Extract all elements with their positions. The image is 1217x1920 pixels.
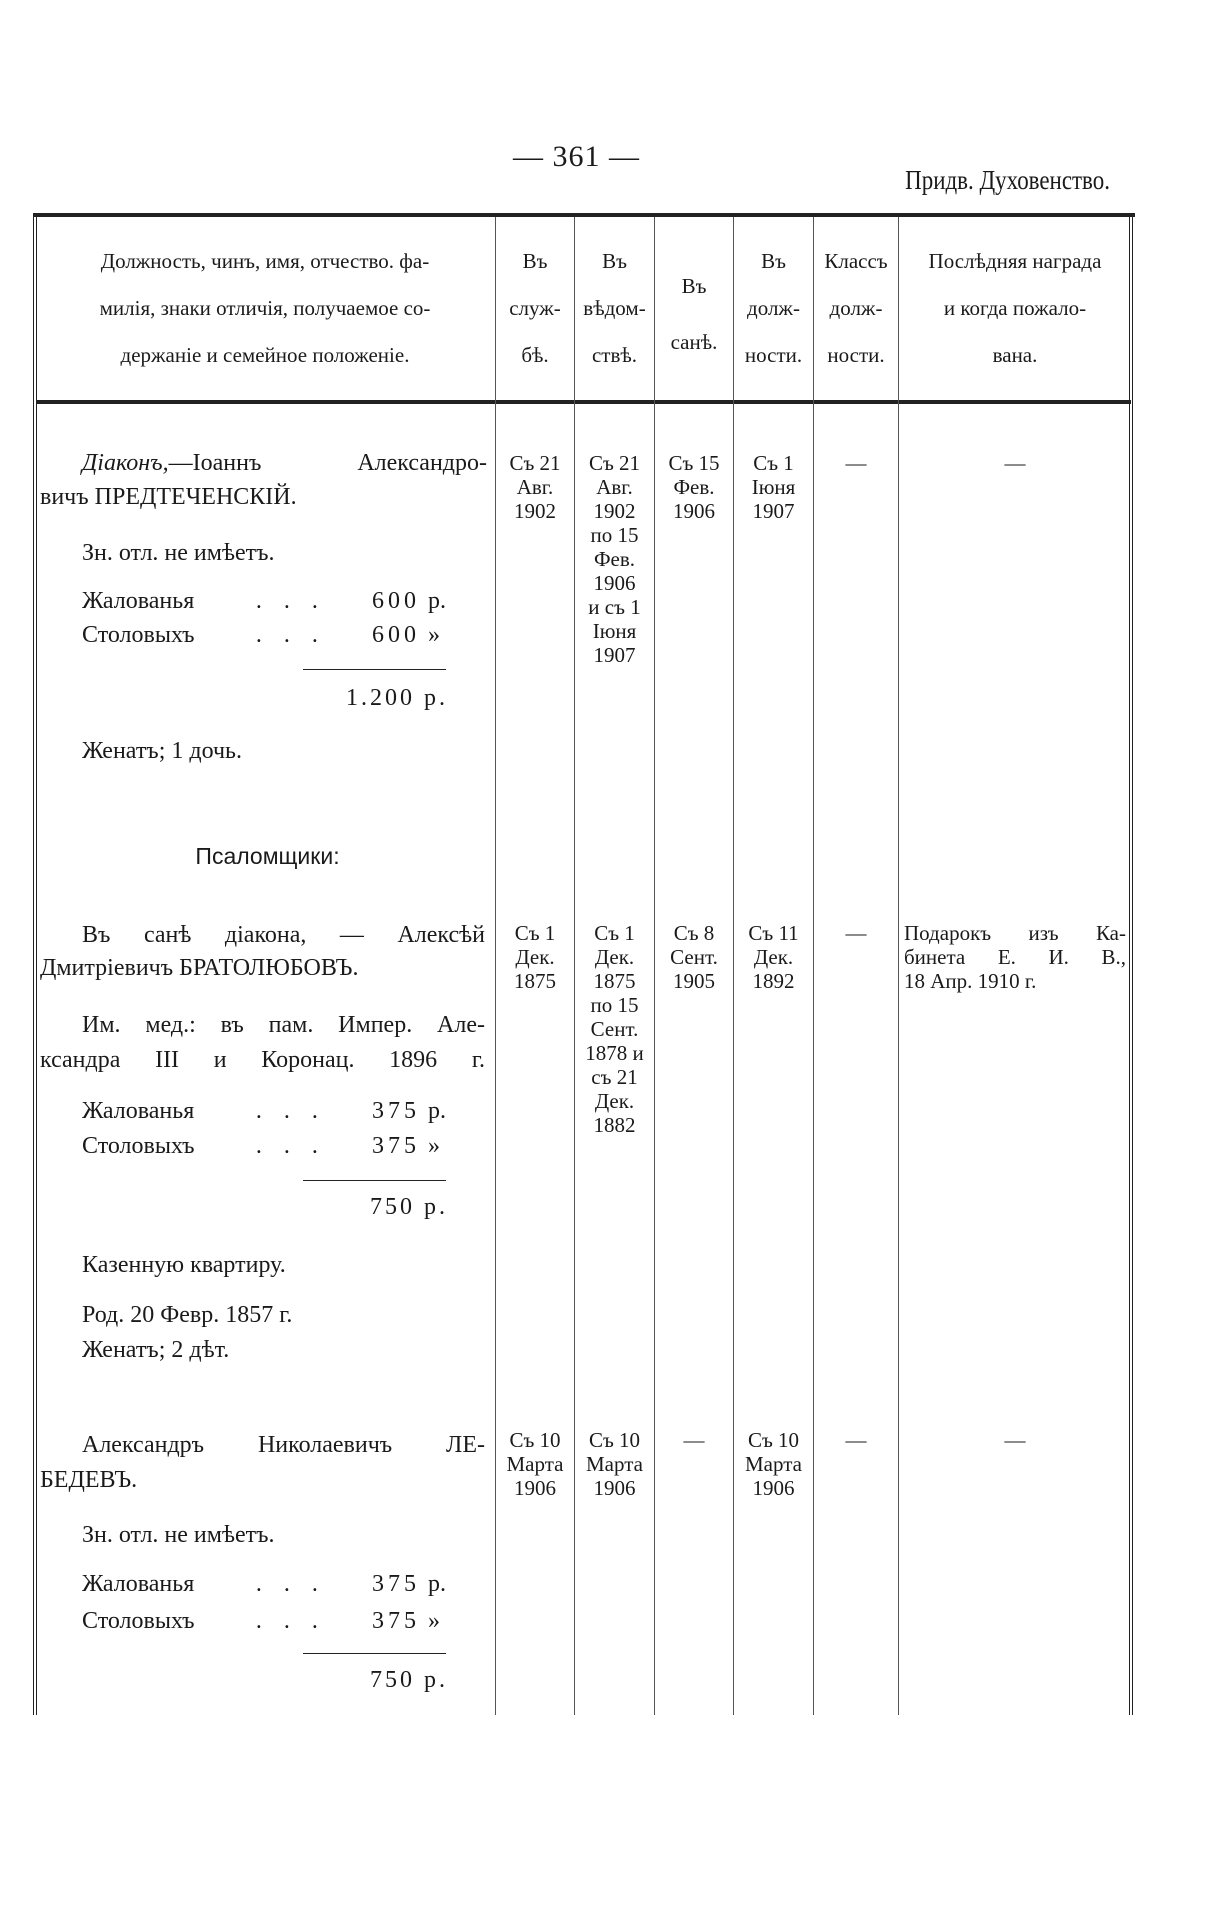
position-date (734, 1428, 813, 1500)
date-line: Съ 11 (748, 921, 799, 945)
date-line: Съ 10 (747, 1428, 800, 1452)
table-top-rule (33, 213, 1135, 217)
date-line: 1905 (673, 969, 715, 993)
header-line: ности. (744, 343, 803, 367)
class-value: — (845, 921, 867, 945)
table-money-amount: 375 (372, 1133, 421, 1159)
salary-row (82, 588, 457, 615)
entry-note: Род. 20 Февр. 1857 г. (82, 1302, 293, 1328)
date-line: 1875 (593, 969, 636, 993)
header-line: долж- (747, 296, 800, 320)
service-date (496, 921, 574, 993)
salary-row (82, 1098, 457, 1125)
date-line: Съ 1 (594, 921, 635, 945)
position-date (734, 921, 813, 993)
date-line: Съ 1 (514, 921, 556, 945)
table-money-row (82, 1608, 457, 1635)
position-date (734, 451, 813, 523)
date-line: по 15 (590, 523, 639, 547)
entry-note: Казенную квартиру. (82, 1252, 286, 1278)
running-head: Придв. Духовенство. (905, 165, 1110, 195)
leader-dots: . . . (255, 1608, 326, 1634)
total-amount: 1.200 р. (346, 685, 448, 711)
date-line: 1882 (593, 1113, 636, 1137)
header-line: Въ (522, 249, 548, 273)
salary-unit: р. (428, 1098, 447, 1124)
entry-name-line1: Александръ Николаевичъ ЛЕ- (82, 1432, 485, 1458)
header-class (814, 238, 898, 379)
date-line: 1906 (673, 499, 715, 523)
award-line: 18 Апр. 1910 г. (904, 969, 1037, 993)
header-line: вана. (992, 343, 1038, 367)
date-line: 1906 (752, 1476, 795, 1500)
date-line: 1907 (752, 499, 795, 523)
salary-amount: 375 (372, 1571, 421, 1597)
header-line: служ- (509, 296, 561, 320)
salary-label: Жалованья (82, 1571, 195, 1597)
service-date (496, 451, 574, 523)
date-line: по 15 (590, 993, 639, 1017)
date-line: Марта (506, 1452, 564, 1476)
date-line: Іюня (751, 475, 796, 499)
date-line: Съ 1 (753, 451, 794, 475)
date-line: 1878 и (585, 1041, 644, 1065)
table-money-label: Столовыхъ (82, 622, 195, 648)
header-line: вѣдом- (583, 296, 646, 320)
date-line: Съ 21 (509, 451, 561, 475)
date-line: Съ 21 (588, 451, 641, 475)
entry-note: Женатъ; 2 дѣт. (82, 1337, 230, 1363)
salary-amount: 375 (372, 1098, 421, 1124)
rank-date: — (683, 1428, 705, 1452)
class-value: — (845, 1428, 867, 1452)
service-date (496, 1428, 574, 1500)
date-line: Фев. (593, 547, 636, 571)
header-award (899, 238, 1131, 379)
sum-rule (303, 1653, 446, 1654)
header-position (734, 238, 813, 379)
header-line: санѣ. (670, 330, 718, 354)
column-divider (813, 217, 814, 1715)
leader-dots: . . . (255, 1571, 326, 1597)
sum-rule (303, 1180, 446, 1181)
salary-unit: р. (428, 588, 447, 614)
award-value (904, 921, 1126, 993)
date-line: Съ 15 (668, 451, 720, 475)
table-money-unit: » (428, 1608, 441, 1634)
entry-name-line2: вичъ ПРЕДТЕЧЕНСКІЙ. (40, 484, 297, 510)
leader-dots: . . . (255, 1098, 326, 1124)
award-line: Подарокъ изъ Ка- (904, 921, 1126, 945)
table-money-unit: » (428, 1133, 441, 1159)
header-service (496, 238, 574, 379)
date-line: Съ 8 (673, 921, 715, 945)
entry-distinctions: Им. мед.: въ пам. Импер. Але- (82, 1012, 485, 1038)
salary-label: Жалованья (82, 1098, 195, 1124)
date-line: Авг. (596, 475, 633, 499)
department-date (575, 451, 654, 667)
header-line: ствѣ. (591, 343, 638, 367)
table-money-amount: 375 (372, 1608, 421, 1634)
award-value: — (1004, 451, 1026, 475)
header-line: бѣ. (521, 343, 549, 367)
table-money-unit: » (428, 622, 441, 648)
date-line: Сент. (670, 945, 718, 969)
entry-note: Женатъ; 1 дочь. (82, 738, 242, 764)
salary-amount: 600 (372, 588, 421, 614)
date-line: Іюня (592, 619, 637, 643)
class-value: — (845, 451, 867, 475)
header-line: Въ (761, 249, 786, 273)
table-header-rule (37, 400, 1131, 404)
department-date (575, 1428, 654, 1500)
entry-name: —Іоаннъ Александро- (168, 450, 487, 476)
entry-name-line1: Въ санѣ діакона, — Алексѣй (82, 922, 485, 948)
entry-name-line1 (82, 446, 487, 480)
date-line: Сент. (590, 1017, 639, 1041)
header-line: Классъ (824, 249, 888, 273)
entry-name-line2: Дмитріевичъ БРАТОЛЮБОВЪ. (40, 955, 359, 981)
entry-distinctions: ксандра III и Коронац. 1896 г. (40, 1047, 485, 1073)
date-line: Фев. (673, 475, 715, 499)
date-line: 1875 (514, 969, 556, 993)
entry-name-line2: БЕДЕВЪ. (40, 1467, 138, 1493)
date-line: 1906 (593, 1476, 636, 1500)
date-line: Авг. (516, 475, 554, 499)
header-line: ности. (827, 343, 885, 367)
section-heading: Псаломщики: (195, 843, 340, 869)
date-line: Съ 10 (509, 1428, 561, 1452)
date-line: 1907 (593, 643, 636, 667)
header-line: Въ (602, 249, 627, 273)
salary-label: Жалованья (82, 588, 195, 614)
header-line: долж- (829, 296, 883, 320)
date-line: 1892 (752, 969, 795, 993)
total-amount: 750 р. (370, 1667, 448, 1693)
sum-rule (303, 669, 446, 670)
table-money-amount: 600 (372, 622, 421, 648)
table-money-label: Столовыхъ (82, 1133, 195, 1159)
rank-date (655, 451, 733, 523)
date-line: 1906 (514, 1476, 556, 1500)
leader-dots: . . . (255, 588, 326, 614)
award-value: — (1004, 1428, 1026, 1452)
date-line: 1906 (593, 571, 636, 595)
header-line: держаніе и семейное положеніе. (120, 343, 410, 367)
date-line: Марта (745, 1452, 802, 1476)
salary-row (82, 1571, 457, 1598)
date-line: Дек. (594, 1089, 635, 1113)
award-line: бинета Е. И. В., (904, 945, 1126, 969)
entry-distinctions: Зн. отл. не имѣетъ. (82, 540, 275, 566)
table-money-row (82, 622, 457, 649)
date-line: Съ 10 (588, 1428, 641, 1452)
date-line: и съ 1 (588, 595, 641, 619)
header-department (575, 238, 654, 379)
date-line: Дек. (515, 945, 555, 969)
salary-unit: р. (428, 1571, 447, 1597)
entry-title: Діаконъ, (82, 450, 169, 476)
date-line: Дек. (753, 945, 794, 969)
header-line: Должность, чинъ, имя, отчество. фа- (100, 249, 430, 273)
header-line: Въ (681, 274, 707, 298)
header-line: и когда пожало- (943, 296, 1087, 320)
header-name-column (40, 238, 490, 379)
entry-deacon (82, 446, 487, 480)
date-line: Дек. (594, 945, 635, 969)
entry-distinctions: Зн. отл. не имѣетъ. (82, 1522, 275, 1548)
leader-dots: . . . (255, 1133, 326, 1159)
table-money-row (82, 1133, 457, 1160)
date-line: съ 21 (591, 1065, 638, 1089)
column-divider (898, 217, 899, 1715)
total-amount: 750 р. (370, 1194, 448, 1220)
rank-date (655, 921, 733, 993)
header-rank (655, 258, 733, 370)
header-line: милія, знаки отличія, получаемое со- (99, 296, 431, 320)
table-money-label: Столовыхъ (82, 1608, 195, 1634)
page-number: — 361 — (513, 140, 640, 173)
leader-dots: . . . (255, 622, 326, 648)
date-line: 1902 (514, 499, 556, 523)
header-line: Послѣдняя награда (928, 249, 1102, 273)
date-line: 1902 (593, 499, 636, 523)
date-line: Марта (586, 1452, 643, 1476)
department-date (575, 921, 654, 1137)
